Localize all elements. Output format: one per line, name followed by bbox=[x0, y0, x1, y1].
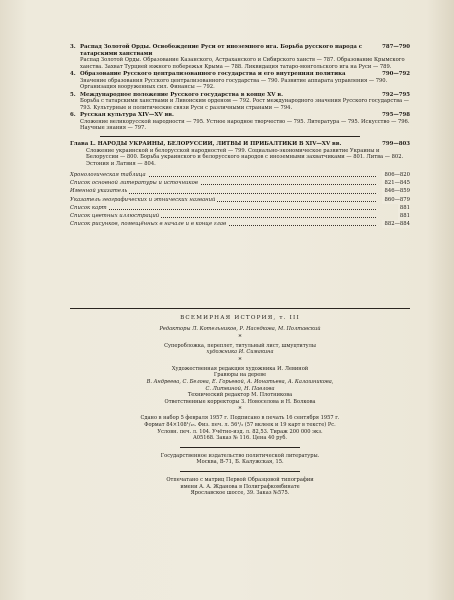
printer-line: Ярославское шоссе, 39. Заказ №575. bbox=[190, 490, 290, 497]
divider bbox=[100, 136, 360, 137]
print-details: Условн. печ. л. 104. Учётно-изд. л. 82,53. Тираж 200 000 экз. bbox=[157, 428, 323, 435]
engravers-heading: Гравюры на дереве bbox=[213, 372, 267, 379]
colophon bbox=[70, 302, 410, 497]
art-editor: Художественная редакция художника И. Левиной bbox=[171, 365, 309, 372]
section-heading: 787—790 Распад Золотой Орды. Освобождение Руси от иноземного ига. Борьба русского народа с татарскими ханствами bbox=[80, 44, 410, 57]
toc-section bbox=[70, 92, 410, 112]
table-of-contents bbox=[70, 44, 410, 228]
section-summary: Распад Золотой Орды. Образование Казанского, Астраханского и Сибирского ханств — 787. Образование Крымского ханства. Захват Турцией южного побережья Крыма — 788. Ликвидация татаро-монгольского ига на Руси — 789. bbox=[80, 57, 405, 70]
engravers-line: В. Андреева, С. Белова, Е. Горьевой, А. Ионатьева, А. Калашникова, bbox=[146, 378, 334, 385]
section-pages: 787—790 bbox=[382, 44, 410, 50]
divider bbox=[180, 471, 300, 472]
section-number: 5. bbox=[70, 91, 76, 98]
print-details: Формат 84×108¹/₁₆. Физ. печ. л. 56¹/₂ (57 вклеек и 19 карт в тексте) Рс. bbox=[144, 421, 336, 428]
section-pages: 790—792 bbox=[382, 71, 410, 78]
appendix-item: Указатель географических и этнических названий 860—879 bbox=[70, 196, 410, 203]
appendix-item: Именной указатель 846—859 bbox=[70, 188, 410, 195]
engravers-line: С. Литвиной, Н. Павлова bbox=[205, 385, 275, 392]
section-summary: Борьба с татарскими ханствами и Ливонским орденом — 792. Рост международного значения Русского государства — 793. Культурные и политические связи Руси с различными странами — 794. bbox=[80, 98, 409, 111]
section-heading: 795—798 Русская культура XIV—XV вв. bbox=[80, 112, 410, 119]
appendix-item: Список основной литературы и источников 821—845 bbox=[70, 180, 410, 187]
separator-star: * bbox=[238, 406, 242, 414]
section-number: 3. bbox=[70, 44, 76, 50]
separator-star: * bbox=[238, 333, 242, 341]
editors: Редакторы Л. Котельников, Р. Наседкова, М. Полтавский bbox=[159, 326, 321, 332]
section-pages: 792—795 bbox=[382, 91, 410, 98]
section-heading: 790—792 Образование Русского централизованного государства и его внутренняя политика bbox=[80, 71, 410, 78]
print-details: Сдано в набор 5 февраля 1957 г. Подписано в печать 16 сентября 1957 г. bbox=[140, 415, 340, 422]
chapter-heading: 799—803 Глава L. НАРОДЫ УКРАИНЫ, БЕЛОРУССИИ, ЛИТВЫ И ПРИБАЛТИКИ В XIV—XV вв. bbox=[70, 140, 410, 147]
toc-section bbox=[70, 71, 410, 91]
divider bbox=[180, 447, 300, 448]
toc-section bbox=[70, 44, 410, 70]
cover-credit: Суперобложка, переплет, титульный лист, шмуцтитулы bbox=[164, 342, 316, 349]
printer-line: имени А. А. Жданова в Полиграфкомбинате bbox=[180, 483, 300, 490]
series-title: ВСЕМИРНАЯ ИСТОРИЯ, т. III bbox=[180, 315, 300, 321]
separator-star: * bbox=[238, 356, 242, 364]
chapter-pages: 799—803 bbox=[382, 140, 410, 147]
section-heading: 792—795 Международное положение Русского государства в конце XV в. bbox=[80, 91, 410, 98]
publisher-address: Москва, В-71, Б. Калужская, 15. bbox=[196, 459, 284, 466]
publisher: Государственное издательство политической литературы. bbox=[160, 452, 320, 459]
technical-editor: Технический редактор М. Плотникова bbox=[187, 392, 293, 399]
appendix-item: Список цветных иллюстраций 881 bbox=[70, 213, 410, 220]
section-number: 6. bbox=[70, 112, 76, 119]
appendix-item: Список рисунков, помещённых в начале и в конце глав 882—884 bbox=[70, 221, 410, 228]
appendix-item: Список карт 881 bbox=[70, 204, 410, 211]
section-pages: 795—798 bbox=[382, 112, 410, 119]
section-summary: Значение образования Русского централизованного государства — 790. Развитие аппарата управления — 790. Организация вооруженных сил. Финансы — 792. bbox=[80, 77, 388, 91]
cover-artist: художника И. Симакина bbox=[206, 349, 274, 356]
printer-line: Отпечатано с матриц Первой Образцовой типографии bbox=[166, 476, 314, 483]
chapter-summary: Сложение украинской и белорусской народностей — 799. Социально-экономическое развитие Украины и Белоруссии — 800. Борьба украинского и белорусского народов с иноземными захватчиками — 801. Литва — 802. Эстония и Латвия — 804. bbox=[86, 147, 404, 167]
toc-chapter bbox=[70, 141, 410, 167]
appendix-item: Хронологическая таблица 806—820 bbox=[70, 172, 410, 179]
section-summary: Сложение великорусской народности — 795. Устное народное творчество — 795. Литература — 795. Искусство — 796. Научные знания — 797. bbox=[80, 118, 410, 132]
print-details: А05168. Заказ № 116. Цена 40 руб. bbox=[192, 435, 288, 442]
divider bbox=[70, 308, 410, 309]
toc-section bbox=[70, 112, 410, 132]
proofreaders: Ответственные корректоры З. Новоселова и Н. Волкова bbox=[164, 398, 316, 405]
section-number: 4. bbox=[70, 71, 76, 78]
